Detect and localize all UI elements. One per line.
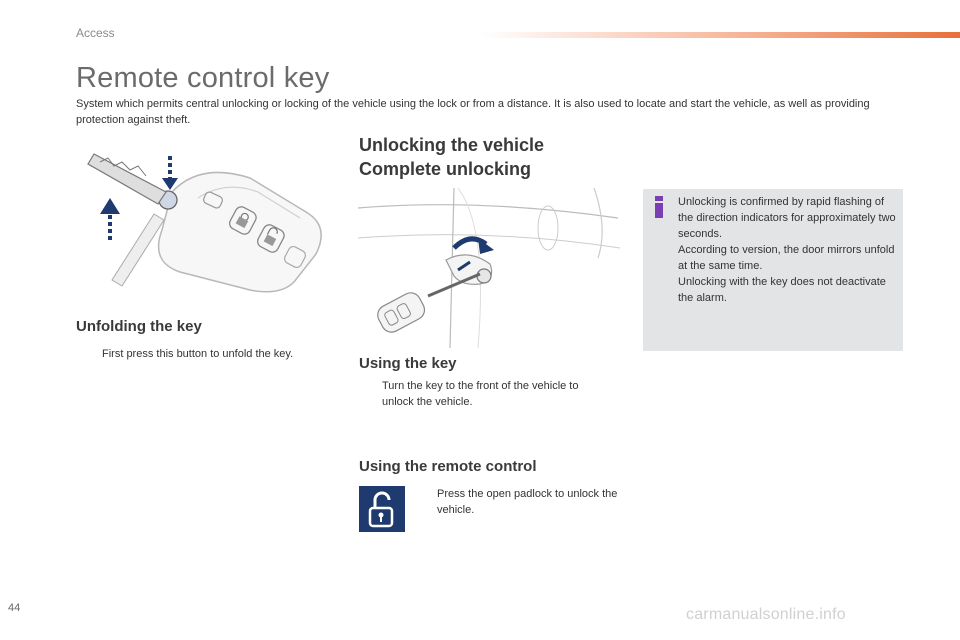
unlocking-heading: Unlocking the vehicle (359, 135, 545, 155)
info-note-text: Unlocking is confirmed by rapid flashing of the direction indicators for approximately two seconds. According to version, the door mirrors unfold at the same time. Unlocking with the key does not deactivate the alarm. (678, 196, 896, 304)
key-blade-folded (112, 214, 164, 286)
complete-unlocking-heading: Complete unlocking (359, 159, 532, 179)
page-title: Remote control key (76, 62, 330, 94)
key-fob-illustration (80, 150, 330, 300)
unfold-arrow-icon (100, 198, 120, 214)
header-accent-bar (480, 32, 960, 38)
bullet-marker (415, 486, 437, 518)
info-icon (651, 196, 667, 218)
open-padlock-tile (359, 486, 405, 532)
using-key-heading: Using the key (359, 355, 457, 372)
section-label: Access (76, 26, 115, 40)
page-number: 44 (8, 602, 21, 614)
open-padlock-icon (359, 486, 405, 532)
bullet-marker (360, 378, 382, 410)
using-remote-heading: Using the remote control (359, 458, 537, 475)
unfolding-heading: Unfolding the key (76, 318, 202, 335)
key-blade (88, 154, 166, 204)
info-note-box (643, 189, 903, 351)
using-remote-instruction: Press the open padlock to unlock the vehicle. (415, 486, 625, 518)
key-in-hand (374, 289, 428, 335)
door-lock-illustration (358, 188, 620, 348)
using-key-instruction: Turn the key to the front of the vehicle to unlock the vehicle. (360, 378, 610, 410)
intro-paragraph: System which permits central unlocking or locking of the vehicle using the lock or from a distance. It is also used to locate and start the vehicle, as well as providing protection against theft. (76, 98, 870, 126)
unfolding-instruction: First press this button to unfold the key. (80, 346, 340, 362)
bullet-marker (80, 346, 102, 362)
turn-arrow-icon (478, 238, 494, 254)
watermark: carmanualsonline.info (686, 606, 846, 623)
